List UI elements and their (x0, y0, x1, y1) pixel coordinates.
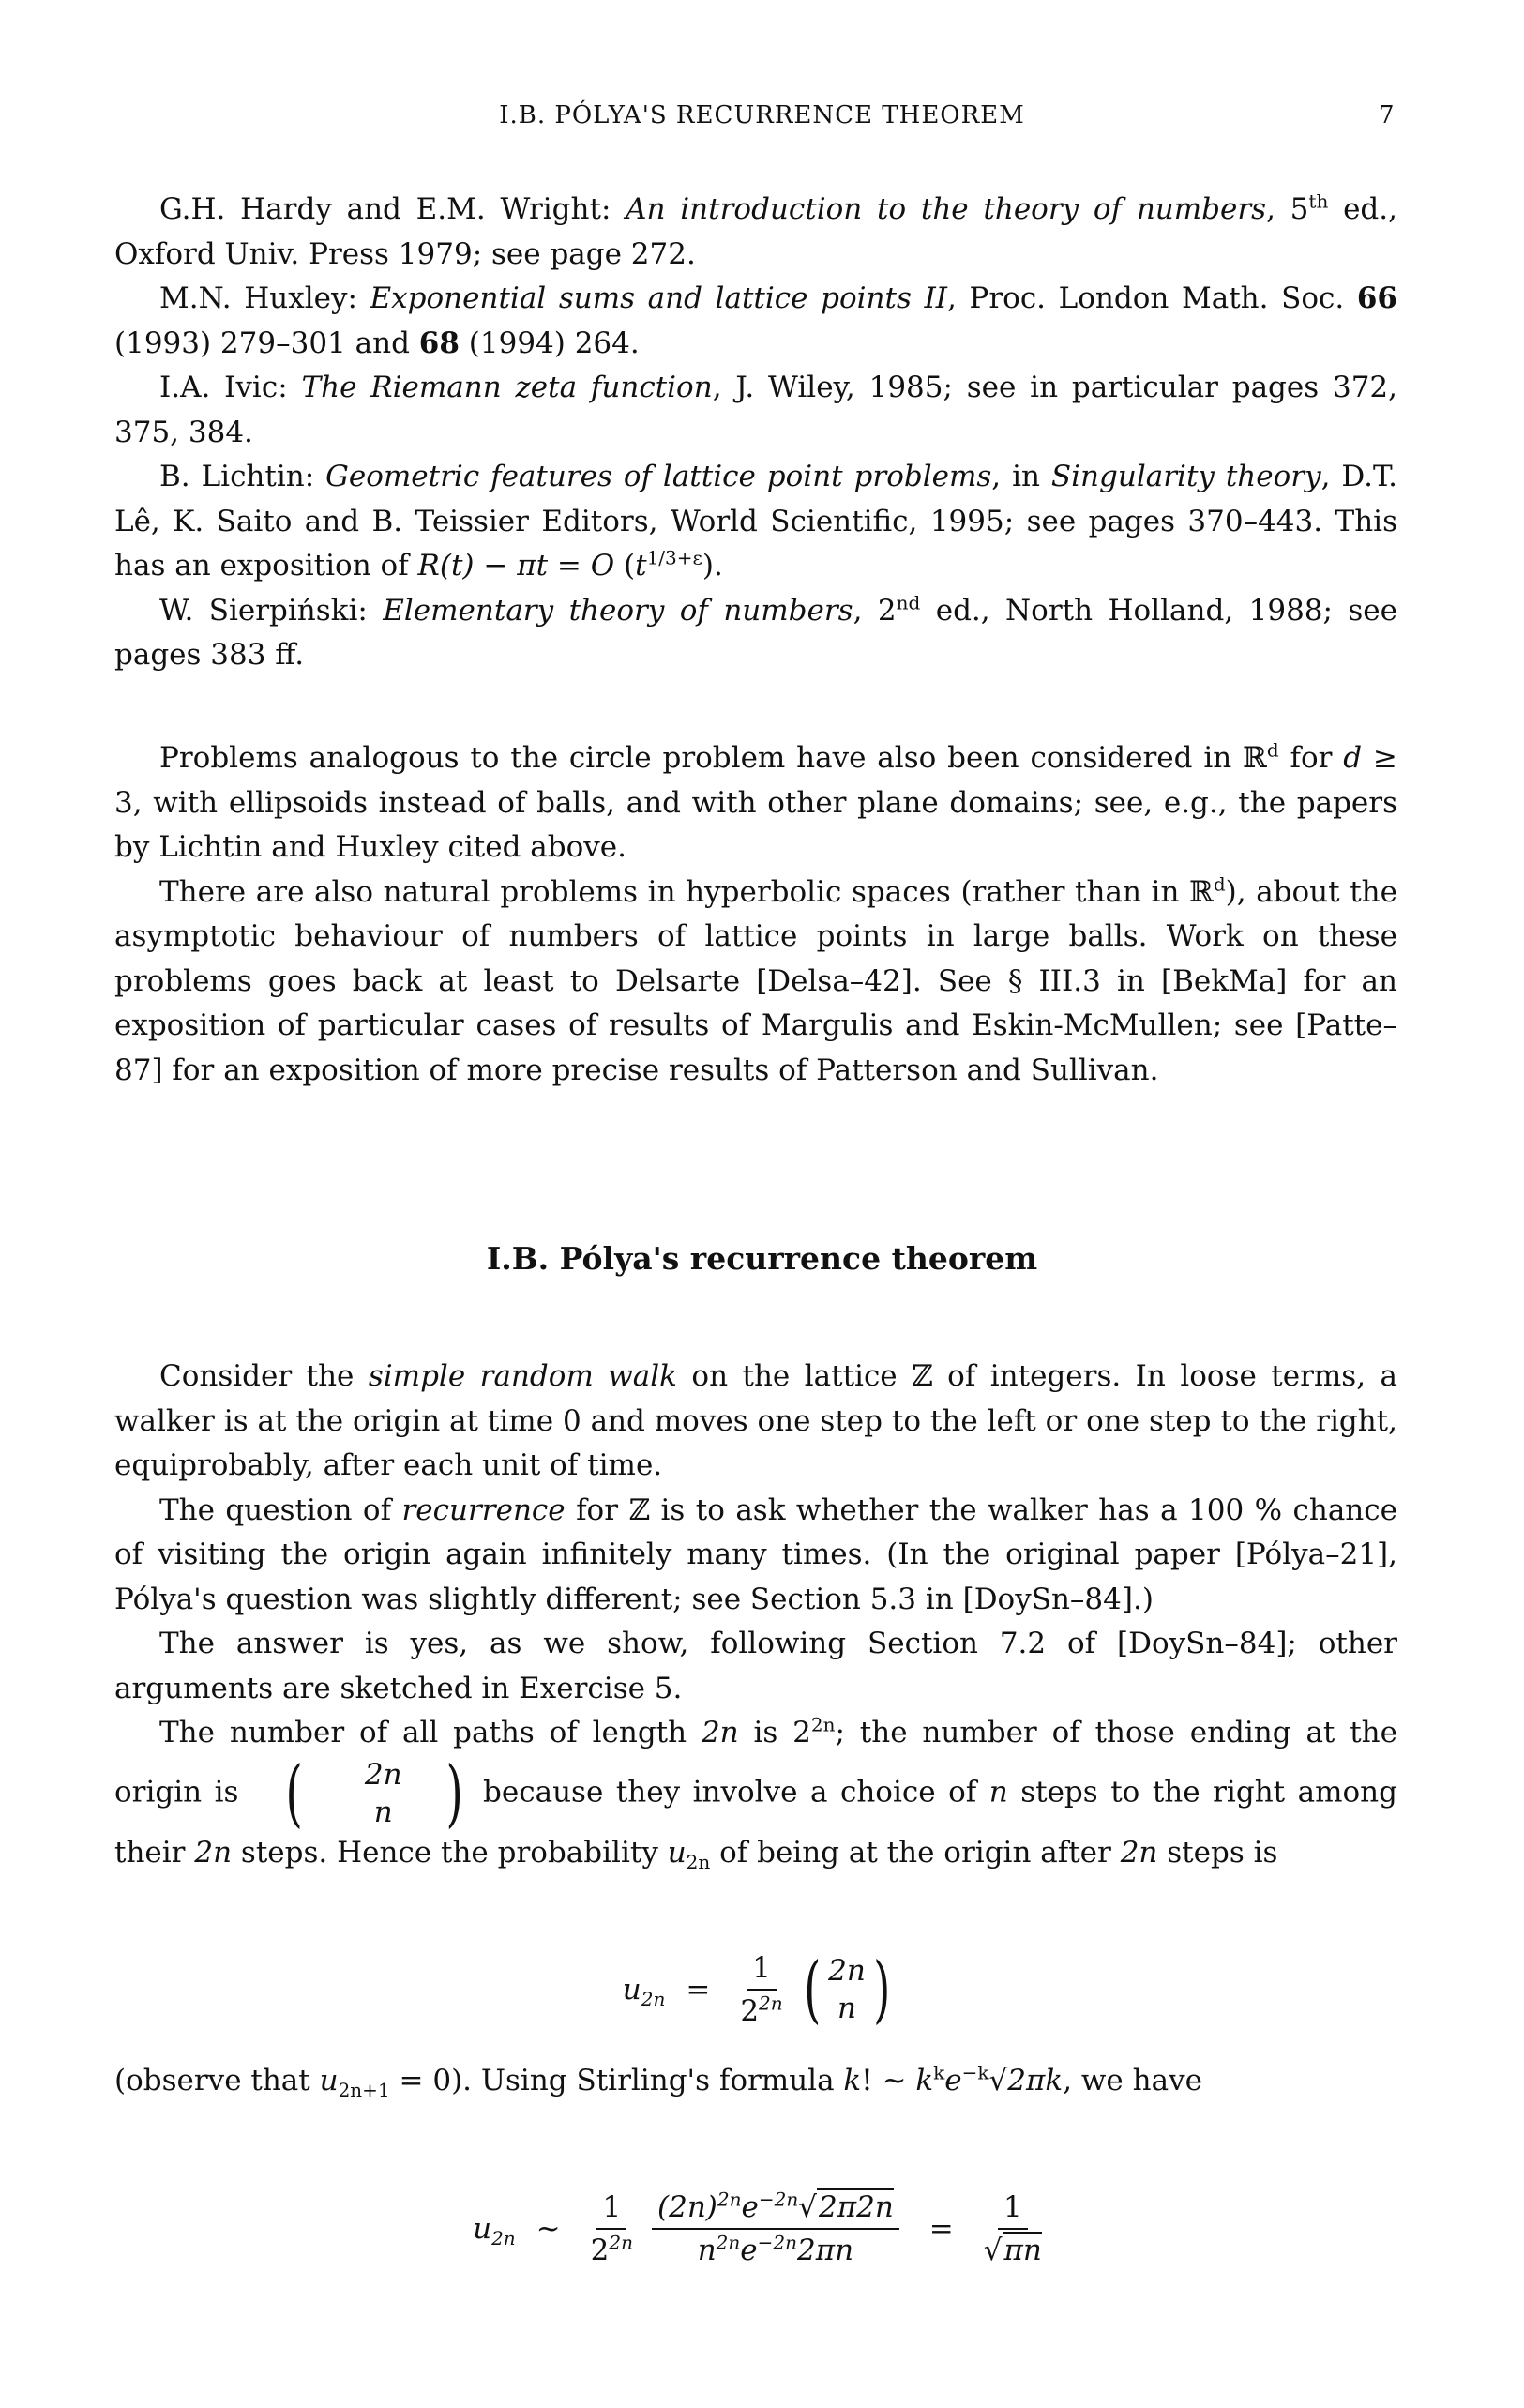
text-run: , 2 (853, 593, 897, 628)
text-run: The Riemann zeta function (301, 371, 713, 404)
text-run: G.H. Hardy and E.M. Wright: (159, 192, 626, 226)
text-run: (1993) 279–301 and (114, 326, 419, 360)
reference (114, 589, 1397, 678)
text-run: 2n (701, 1716, 739, 1749)
text-run: 2n (194, 1835, 233, 1870)
text-run: (observe that (114, 2064, 320, 2098)
text-run: There are also natural problems in hyperbolic spaces (rather than in ℝ (159, 874, 1214, 909)
text-run: d (1343, 741, 1363, 775)
text-run: −k (961, 2061, 989, 2084)
page-number: 7 (1379, 101, 1395, 129)
text-run: ; the number of those ending at the origin is (114, 1716, 1397, 1809)
text-run: 68 (418, 326, 460, 360)
text-run: on the lattice ℤ of integers. In loose terms, a walker is at the origin at time 0 and moves one step to the left or one step to the right, equiprobably, after each unit of time. (114, 1359, 1397, 1482)
text-run: , 5 (1266, 192, 1309, 226)
text-run: 66 (1356, 281, 1397, 315)
text-run: , in (991, 460, 1051, 493)
text-run: 2n+1 (338, 2079, 390, 2102)
text-run: An introduction to the theory of numbers (626, 192, 1267, 226)
text-run: recurrence (401, 1492, 566, 1527)
text-run: u (667, 1835, 687, 1870)
text-run: ( (614, 549, 636, 583)
text-run: ed., Oxford Univ. Press 1979; see page 272. (114, 192, 1397, 271)
text-run: of being at the origin after (710, 1835, 1121, 1870)
text-run: , we have (1063, 2064, 1202, 2098)
text-run: ! ~ (861, 2064, 916, 2098)
text-run: because they involve a choice of (483, 1775, 989, 1809)
paragraph (114, 1622, 1397, 1711)
text-run: nd (896, 591, 921, 614)
text-run: Exponential sums and lattice points II (370, 281, 947, 315)
paragraph (114, 736, 1397, 871)
text-run: 1/3+ε (646, 546, 702, 569)
text-run: th (1308, 189, 1329, 213)
text-run: d (1213, 872, 1226, 896)
reference (114, 188, 1397, 277)
section-title: I.B. Pólya's recurrence theorem (486, 1240, 1038, 1277)
text-run: k (843, 2064, 862, 2098)
reference (114, 455, 1397, 589)
equation-u2n (0, 1947, 1524, 2032)
text-run: ), about the asymptotic behaviour of numbers of lattice points in large balls. Work on these problems goes back at least to Delsarte [Delsa–42]. See § III.3 in [BekMa] for an exposition of particular cases of results of Margulis and Eskin-McMullen; see [Patte–87] for an exposition of more precise results of Patterson and Sullivan. (114, 874, 1397, 1087)
equation-stirling: $u_{2n}$ ~ $\frac{1}{2^{2n}}$ $\frac{(2n)^{2n}e^{-2n}√2\pi 2n}{n^{2n}e^{-2n}2\pi n}$ = $\frac{1}{√\pi n}$ (473, 2188, 1042, 2267)
text-run: 2n (1120, 1835, 1158, 1870)
text-run: n (988, 1775, 1008, 1809)
text-run: simple random walk (368, 1359, 677, 1393)
fraction: $\frac{1}{2^{2n}}$ (740, 1951, 783, 2028)
paragraph (114, 871, 1397, 1094)
paragraph (114, 1355, 1397, 1489)
text-run: k (933, 2061, 945, 2084)
text-run: I.A. Ivic: (159, 371, 302, 404)
paragraph (114, 2059, 1397, 2104)
text-run: √ (988, 2064, 1008, 2098)
text-run: Singularity theory (1050, 460, 1321, 493)
text-run: The number of all paths of length (159, 1716, 702, 1749)
text-run: B. Lichtin: (159, 460, 326, 493)
body-paragraphs (114, 1355, 1397, 1875)
text-run: u (319, 2064, 339, 2098)
text-run: 2πk (1007, 2064, 1064, 2098)
text-run: 2n (810, 1713, 836, 1736)
text-run: ed., North Holland, 1988; see pages 383 ff. (114, 593, 1398, 672)
text-run: = 0). Using Stirling's formula (389, 2064, 844, 2098)
text-run: , D.T. Lê, K. Saito and B. Teissier Editors, World Scientific, 1995; see pages 370–443. This has an exposition of (114, 460, 1397, 583)
text-run: Geometric features of lattice point problems (325, 460, 992, 493)
reference (114, 366, 1397, 455)
binomial: ( 2n n ) (285, 1750, 463, 1836)
text-run: k (915, 2064, 934, 2098)
text-run: t (635, 549, 647, 583)
text-run: d (1266, 738, 1279, 762)
text-run: , Proc. London Math. Soc. (947, 281, 1357, 315)
text-run: is 2 (738, 1716, 811, 1749)
text-run: , J. Wiley, 1985; see in particular pages 372, 375, 384. (114, 371, 1397, 449)
text-run: steps to the right among their (114, 1775, 1397, 1870)
text-run: M.N. Huxley: (159, 281, 370, 315)
text-run: for ℤ is to ask whether the walker has a 100 % chance of visiting the origin again infinitely many times. (In the original paper [Pólya–21], Pólya's question was slightly different; see Section 5.3 in [DoySn–84].) (114, 1492, 1397, 1616)
text-run: ). (702, 549, 723, 583)
text-run: steps is (1157, 1835, 1278, 1870)
text-run: R(t) − πt = O (417, 549, 615, 583)
running-header: I.B. PÓLYA'S RECURRENCE THEOREM (499, 101, 1025, 129)
text-run: steps. Hence the probability (232, 1835, 668, 1870)
text-run: (1994) 264. (459, 326, 640, 360)
text-run: The answer is yes, as we show, following Section 7.2 of [DoySn–84]; other arguments are sketched in Exercise 5. (114, 1627, 1397, 1705)
text-run: W. Sierpiński: (159, 593, 384, 628)
text-run: Problems analogous to the circle problem have also been considered in ℝ (159, 741, 1267, 775)
text-run: The question of (159, 1492, 402, 1527)
paragraph (114, 1711, 1397, 1875)
text-run: Elementary theory of numbers (383, 593, 853, 628)
references (114, 188, 1397, 678)
eq-lhs: $u_{2n}$ (622, 1973, 666, 2011)
section-paragraphs (114, 736, 1397, 1093)
text-run: 2n (686, 1850, 711, 1873)
eq-relation: = (686, 1973, 711, 2007)
paragraph (114, 1489, 1397, 1623)
text-run: e (944, 2064, 962, 2098)
reference (114, 277, 1397, 366)
binomial: ( 2n n ) (803, 1947, 891, 2032)
text-run: for (1278, 741, 1344, 775)
observe-paragraph (114, 2059, 1397, 2104)
stirling-fraction: $\frac{(2n)^{2n}e^{-2n}√2\pi 2n}{n^{2n}e^{-2n}2\pi n}$ (652, 2190, 899, 2267)
text-run: Consider the (159, 1359, 369, 1393)
text-run: ≥ 3, with ellipsoids instead of balls, and with other plane domains; see, e.g., the papers by Lichtin and Huxley cited above. (114, 741, 1397, 864)
